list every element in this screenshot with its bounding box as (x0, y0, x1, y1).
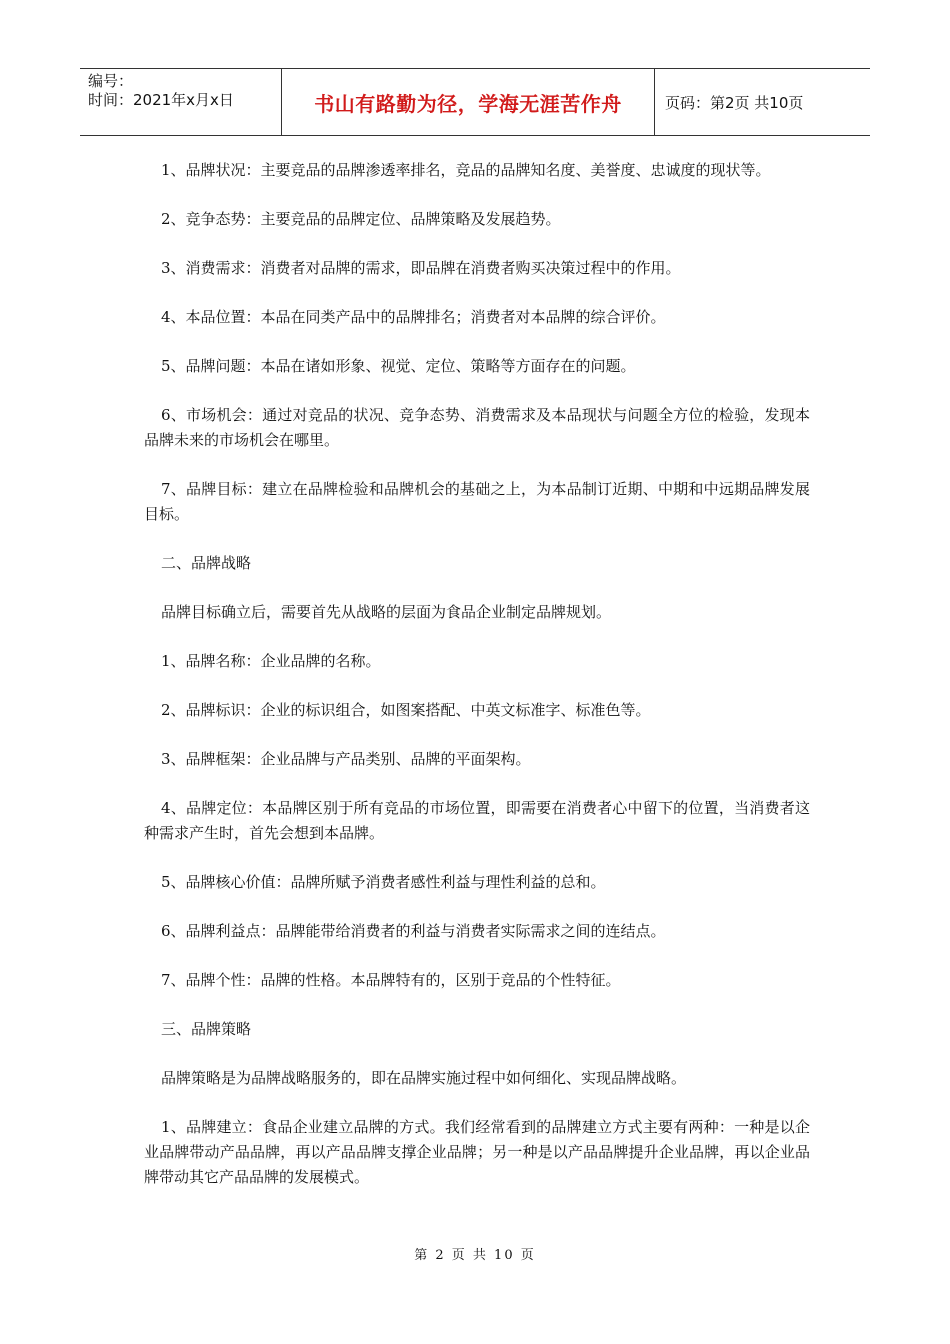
section-heading: 二、品牌战略 (161, 554, 252, 572)
paragraph: 6、市场机会：通过对竞品的状况、竞争态势、消费需求及本品现状与问题全方位的检验，发现本品牌未来的市场机会在哪里。 (144, 406, 810, 449)
paragraph: 1、品牌建立：食品企业建立品牌的方式。我们经常看到的品牌建立方式主要有两种：一种是以企业品牌带动产品品牌，再以产品品牌支撑企业品牌；另一种是以产品品牌提升企业品牌，再以企业品牌带动其它产品品牌的发展模式。 (144, 1118, 810, 1186)
paragraph: 6、品牌利益点：品牌能带给消费者的利益与消费者实际需求之间的连结点。 (161, 922, 666, 940)
header-meta (80, 69, 282, 135)
header-page-info: 页码：第2页 共10页 (665, 93, 804, 112)
paragraph: 4、本品位置：本品在同类产品中的品牌排名；消费者对本品牌的综合评价。 (161, 308, 666, 326)
header-slogan: 书山有路勤为径，学海无涯苦作舟 (282, 69, 655, 135)
date-label: 时间：2021年x月x日 (88, 91, 234, 109)
paragraph: 5、品牌问题：本品在诸如形象、视觉、定位、策略等方面存在的问题。 (161, 357, 636, 375)
paragraph: 品牌策略是为品牌战略服务的，即在品牌实施过程中如何细化、实现品牌战略。 (161, 1069, 687, 1087)
paragraph: 1、品牌名称：企业品牌的名称。 (161, 652, 381, 670)
paragraph: 5、品牌核心价值：品牌所赋予消费者感性利益与理性利益的总和。 (161, 873, 606, 891)
paragraph: 7、品牌目标：建立在品牌检验和品牌机会的基础之上，为本品制订近期、中期和中远期品牌发展目标。 (144, 480, 810, 523)
paragraph: 3、品牌框架：企业品牌与产品类别、品牌的平面架构。 (161, 750, 531, 768)
paragraph: 品牌目标确立后，需要首先从战略的层面为食品企业制定品牌规划。 (161, 603, 612, 621)
paragraph: 7、品牌个性：品牌的性格。本品牌特有的，区别于竞品的个性特征。 (161, 971, 621, 989)
number-label: 编号： (88, 72, 134, 90)
paragraph: 4、品牌定位：本品牌区别于所有竞品的市场位置，即需要在消费者心中留下的位置，当消费者这种需求产生时，首先会想到本品牌。 (144, 799, 810, 842)
paragraph: 3、消费需求：消费者对品牌的需求，即品牌在消费者购买决策过程中的作用。 (161, 259, 681, 277)
paragraph: 2、竞争态势：主要竞品的品牌定位、品牌策略及发展趋势。 (161, 210, 561, 228)
paragraph: 1、品牌状况：主要竞品的品牌渗透率排名，竞品的品牌知名度、美誉度、忠诚度的现状等。 (161, 161, 771, 179)
section-heading: 三、品牌策略 (161, 1020, 252, 1038)
document-body (144, 158, 810, 1214)
page-header (80, 68, 870, 136)
page-footer: 第 2 页 共 10 页 (414, 1248, 536, 1263)
paragraph: 2、品牌标识：企业的标识组合，如图案搭配、中英文标准字、标准色等。 (161, 701, 651, 719)
